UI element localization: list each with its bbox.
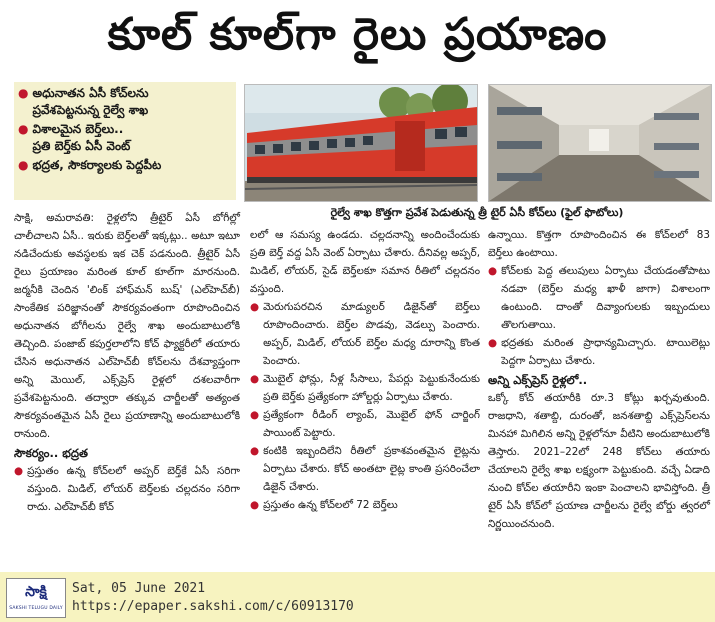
sakshi-logo[interactable] [6,578,66,618]
highlights-box [14,82,236,200]
article-paragraph: సాక్షి, అమరావతి: రైళ్లలోని త్రీటైర్ ఏసీ బోగీల్లో చాలీచాలని ఏసీ.. ఇరుకు బెర్త్‌లతో ఇక్కట్లు.. అటూ ఇటూ నడిచేందుకు అవస్థలకు ఇక చెక్ పడనుంది. త్రీటైర్ ఏసీ రైలు ప్రయాణం మరింత కూల్ కూల్‌గా మారనుంది. జర్మనీకి చెందిన 'లింక్ హాఫ్‌మన్ బుష్' (ఎల్‌హెచ్‌బీ) సాంకేతిక పరిజ్ఞానంతో సౌకర్యవంతంగా రూపొందించిన అధునాతన బోగీలను రైల్వే శాఖ అందుబాటులోకి తెచ్చింది. పంజాబ్ కపుర్తలాలోని కోచ్ ఫ్యాక్టరీలో తయారు చేసిన అధునాతన ఎల్‌హెచ్‌బీ కోచ్‌లను దేశవ్యాప్తంగా అన్ని మెయిల్, ఎక్స్‌ప్రెస్ రైళ్లలో దశలవారీగా ప్రవేశపెట్టనుంది. తద్వారా తక్కువ చార్జీలతో అత్యంత సౌకర్యవంతమైన ఏసీ రైలు ప్రయాణాన్ని అందుబాటులోకి రానుంది. [14,212,240,440]
highlight-line: అధునాతన ఏసీ కోచ్‌లను [32,86,149,100]
coach-interior-photo [488,84,712,202]
bullet-icon: ● [488,337,498,349]
bullet-icon: ● [250,445,260,457]
bullet-point [488,334,710,370]
bullet-text: కంటికి ఇబ్బందిలేని రీతిలో ప్రకాశవంతమైన లైట్లను ఏర్పాటు చేశారు. కోచ్ అంతటా లైట్ల కాంతి ప్రసరించేలా డిజైన్ చేశారు. [263,445,480,493]
bullet-text: ప్రస్తుతం ఉన్న కోచ్‌లలో అప్పర్ బెర్త్‌కే ఏసీ సరిగా వస్తుంది. మిడిల్, లోయర్ బెర్త్‌లకు చల్లదనం సరిగా రాదు. ఎల్‌హెచ్‌బీ కోచ్ [27,465,240,513]
bullet-icon: ● [18,158,29,172]
highlight-item [18,121,232,155]
bullet-point [250,496,480,514]
bullet-point [488,262,710,334]
epaper-footer [0,572,715,622]
article-paragraph: ఒక్కో కోచ్ తయారీకి రూ.3 కోట్లు ఖర్చవుతుంది. రాజధాని, శతాబ్ది, దురంతో, జనశతాబ్ది ఎక్స్‌ప్రెస్‌లను మినహా మిగిలిన అన్ని రైళ్లలోనూ వీటిని అందుబాటులోకి తెస్తారు. 2021–22లో 248 కోచ్‌లు తయారు చేయాలని రైల్వే శాఖ లక్ష్యంగా పెట్టుకుంది. వచ్చే ఏడాది నుంచి కోచ్‌ల తయారీని ఇంకా పెంచాలని భావిస్తోంది. త్రీ టైర్ ఏసీ కోచ్‌లో ప్రయాణ చార్జీలను రైల్వే బోర్డు త్వరలో నిర్ణయించనుంది. [488,392,710,530]
bullet-text: కోచ్‌లకు పెద్ద తలుపులు ఏర్పాటు చేయడంతోపాటు నడవా (బెర్త్‌ల మధ్య ఖాళీ జాగా) విశాలంగా ఉంటుంది. దాంతో దివ్యాంగులకు ఇబ్బందులు తొలగుతాయి. [501,265,710,331]
bullet-icon: ● [250,409,260,421]
bullet-icon: ● [14,465,24,477]
bullet-icon: ● [18,86,29,100]
train-exterior-photo [244,84,478,202]
bullet-point [14,462,240,516]
highlight-item [18,157,232,174]
photo-caption: రైల్వే శాఖ కొత్తగా ప్రవేశ పెడుతున్న త్రీ టైర్ ఏసీ కోచ్‌లు (ఫైల్ ఫొటోలు) [330,206,624,219]
bullet-icon: ● [250,301,260,313]
highlight-item [18,85,232,119]
logo-subtitle: SAKSHI TELUGU DAILY [9,606,63,611]
section-subhead: సౌకర్యం.. భద్రత [14,446,88,460]
article-column-3 [488,226,710,533]
highlight-line: ప్రతి బెర్త్‌కు ఏసీ వెంట్ [32,139,131,153]
bullet-point [250,406,480,442]
bullet-text: మెరుగుపరచిన మాడ్యులర్ డిజైన్‌తో బెర్త్‌లు రూపొందించారు. బెర్త్‌ల పొడవు, వెడల్పు పెంచారు. అప్పర్, మిడిల్, లోయర్ బెర్త్‌ల మధ్య దూరాన్ని కొంత పెంచారు. [263,301,480,367]
bullet-point [250,370,480,406]
highlight-line: ప్రవేశపెట్టనున్న రైల్వే శాఖ [32,103,149,117]
bullet-icon: ● [250,499,260,511]
edition-date: Sat, 05 June 2021 [72,581,206,596]
bullet-text: ప్రత్యేకంగా రీడింగ్ ల్యాంప్, మొబైల్ ఫోన్ చార్జింగ్ పాయింట్ పెట్టారు. [263,409,480,439]
bullet-text: భద్రతకు మరింత ప్రాధాన్యమిచ్చారు. టాయిలెట్లు పెద్దగా ఏర్పాటు చేశారు. [501,337,710,367]
article-paragraph: లలో ఆ సమస్య ఉండదు. చల్లదనాన్ని అందించేందుకు ప్రతి బెర్త్ వద్ద ఏసీ వెంట్ ఏర్పాటు చేశారు. దీనివల్ల అప్పర్, మిడిల్, లోయర్, సైడ్ బెర్త్‌లకూ సమాన రీతిలో చల్లదనం వస్తుంది. [250,229,480,295]
article-column-1 [14,209,240,516]
bullet-icon: ● [250,373,260,385]
bullet-point [250,298,480,370]
article-column-2 [250,226,480,514]
epaper-link[interactable]: https://epaper.sakshi.com/c/60913170 [72,599,354,614]
highlight-line: భద్రత, సౌకర్యాలకు పెద్దపీట [32,158,162,172]
section-subhead: అన్ని ఎక్స్‌ప్రెస్ రైళ్లలో.. [488,373,588,387]
bullet-point [250,442,480,496]
bullet-text: మొబైల్ ఫోన్లు, నీళ్ల సీసాలు, పేపర్లు పెట్టుకునేందుకు ప్రతి బెర్త్‌కు ప్రత్యేకంగా హోల్డర్లు ఏర్పాటు చేశారు. [263,373,480,403]
logo-text: సాక్షి [25,584,47,600]
highlight-line: విశాలమైన బెర్త్‌లు.. [32,122,124,136]
article-paragraph: ఉన్నాయి. కొత్తగా రూపొందించిన ఈ కోచ్‌లలో 83 బెర్త్‌లు ఉంటాయి. [488,229,710,259]
bullet-icon: ● [488,265,498,277]
headline: కూల్ కూల్‌గా రైలు ప్రయాణం [107,9,608,60]
bullet-text: ప్రస్తుతం ఉన్న కోచ్‌లలో 72 బెర్త్‌లు [263,499,398,511]
bullet-icon: ● [18,122,29,136]
